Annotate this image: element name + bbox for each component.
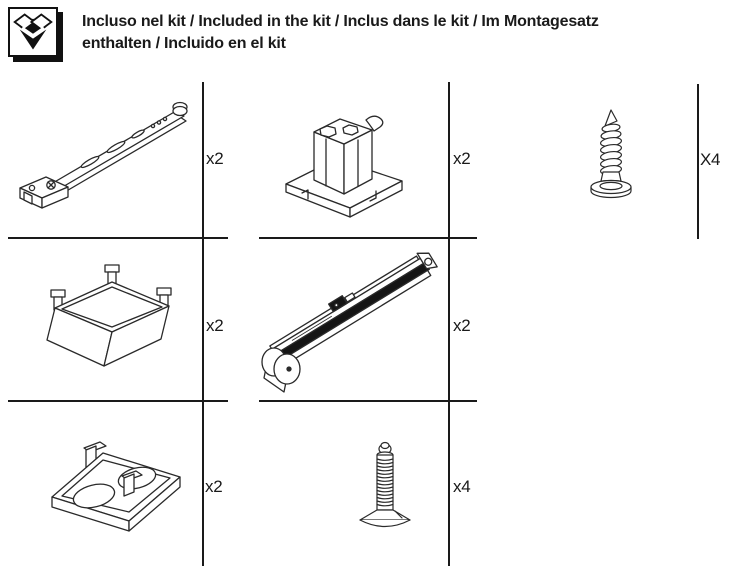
grid-hline-row1-col1 [8, 237, 228, 239]
qty-label-rail: x2 [206, 149, 224, 168]
qty-label-block: x2 [453, 149, 471, 168]
qty-label-screw: X4 [700, 150, 721, 169]
grid-vline-col3 [697, 84, 699, 239]
qty-label-damper: x2 [453, 316, 471, 335]
qty-label-plate: x2 [205, 477, 223, 496]
grid-hline-row1-col2 [259, 237, 477, 239]
kit-title-line2: enthalten / Incluido en el kit [82, 35, 286, 52]
grid-hline-row2-col1 [8, 400, 228, 402]
spacer-plate-drawing [38, 432, 196, 547]
qty-label-cap: x2 [206, 316, 224, 335]
drawer-slide-rail-drawing [10, 98, 195, 223]
grid-hline-row2-col2 [259, 400, 477, 402]
kit-title-line1: Incluso nel kit / Included in the kit / Inclus dans le kit / Im Montagesatz [82, 13, 599, 30]
grid-vline-col1 [202, 82, 204, 566]
connector-block-drawing [278, 98, 410, 223]
open-box-glyph [13, 12, 53, 52]
cover-cap-drawing [45, 260, 193, 388]
countersunk-screw-drawing [350, 438, 422, 544]
soft-close-damper-drawing [258, 250, 450, 398]
kit-title [82, 11, 702, 55]
qty-label-machine-screw: x4 [453, 477, 471, 496]
pan-head-screw-drawing [575, 106, 647, 212]
open-kit-box-icon [8, 7, 58, 57]
